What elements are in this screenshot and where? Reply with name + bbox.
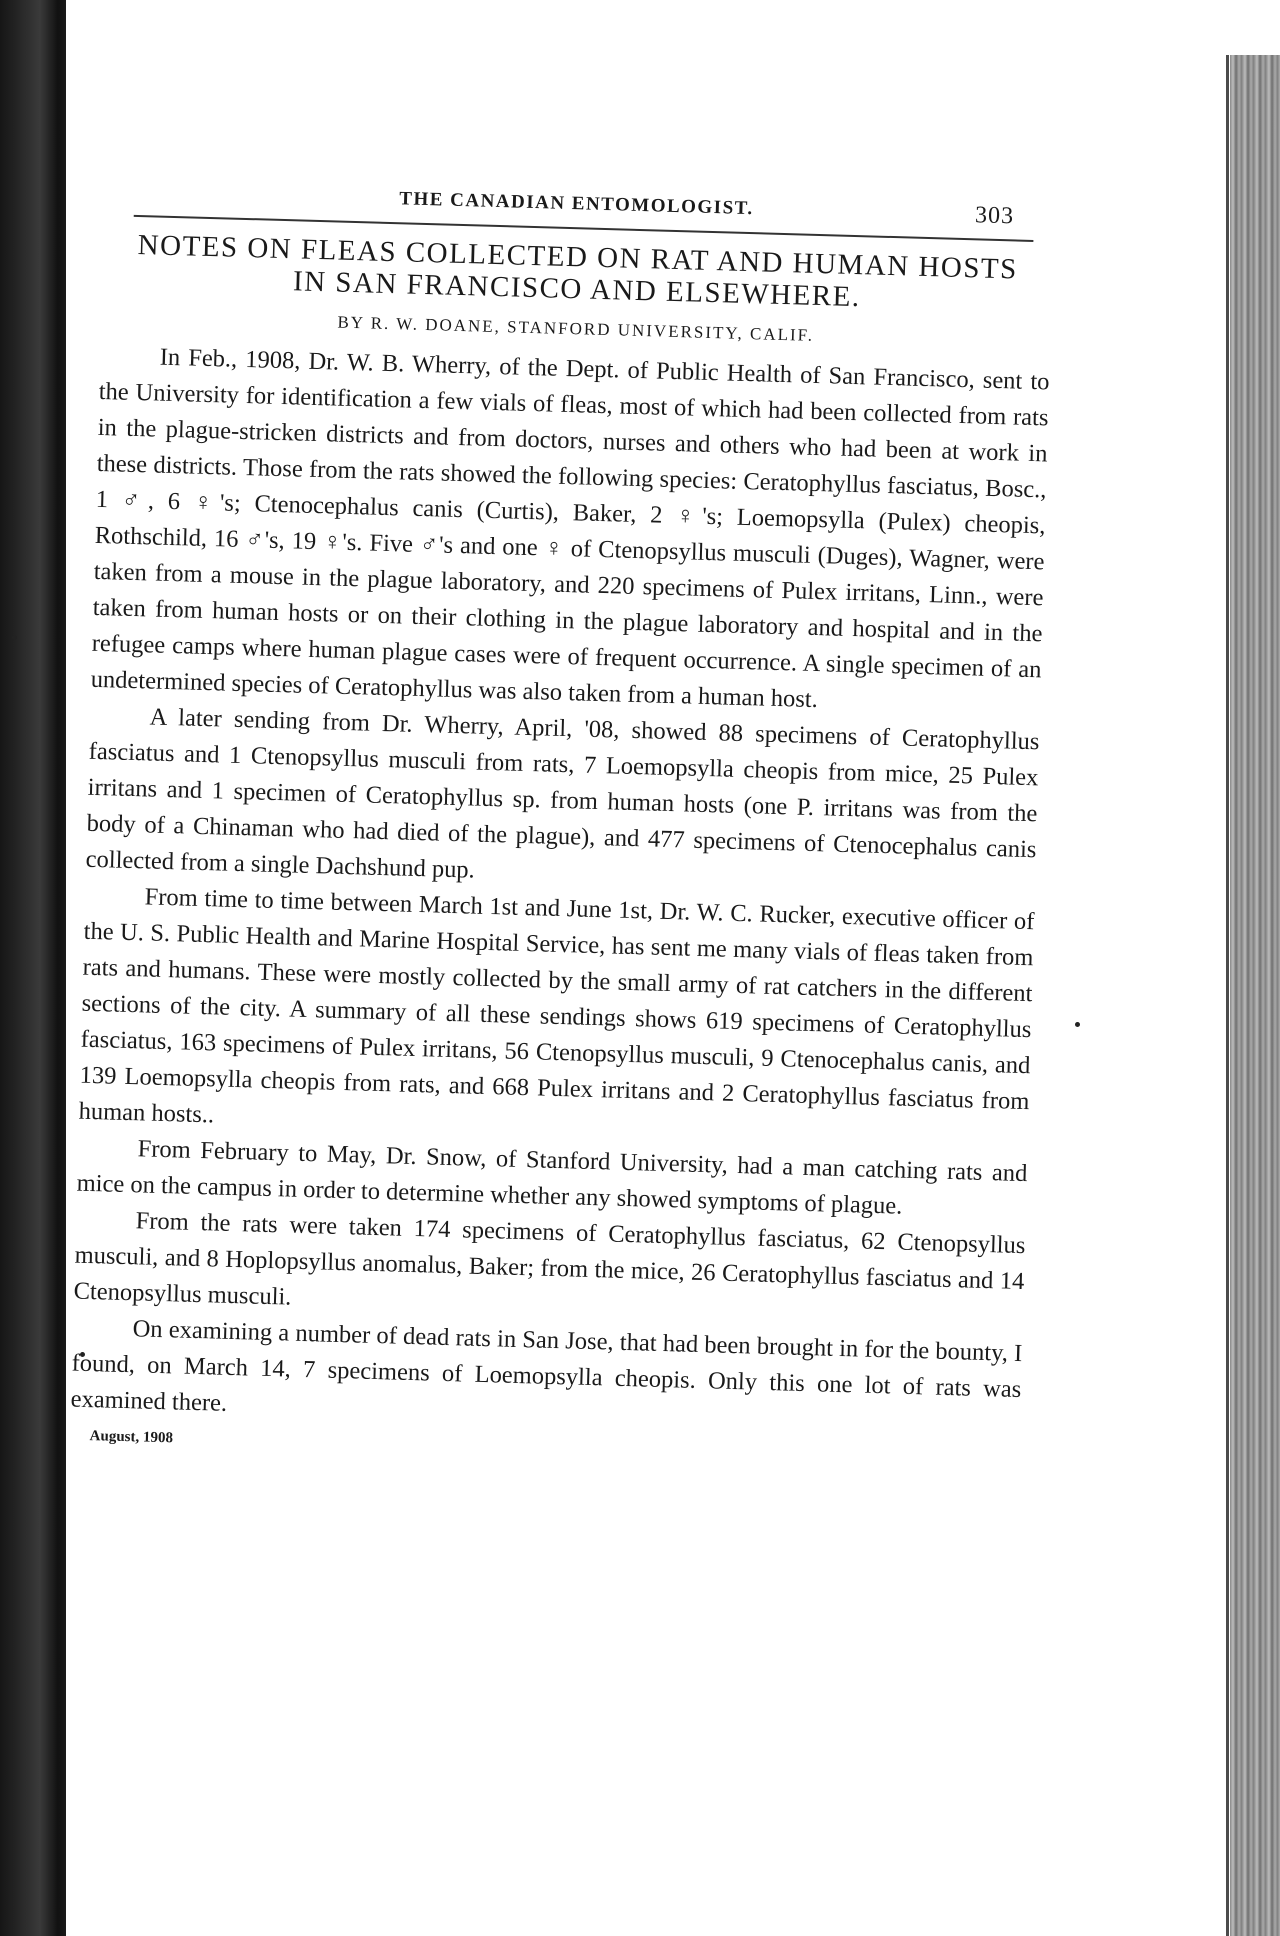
byline: BY R. W. DOANE, STANFORD UNIVERSITY, CALIF. [337, 312, 815, 345]
paragraph-4: From February to May, Dr. Snow, of Stanford University, had a man catching rats and mice on the campus in order to determine whether any showed symptoms of plague. [76, 1135, 1028, 1220]
article-title: NOTES ON FLEAS COLLECTED ON RAT AND HUMAN HOSTS IN SAN FRANCISCO AND ELSEWHERE. [137, 228, 1019, 314]
page-stack-edge [1230, 55, 1280, 1936]
speck-mark [12, 635, 17, 640]
page-edge-line [1226, 55, 1229, 1936]
paragraph-5: From the rats were taken 174 specimens of Ceratophyllus fasciatus, 62 Ctenopsyllus musculi, and 8 Hoplopsyllus anomalus, Baker; from the mice, 26 Ceratophyllus fasciatus and 14 Ctenopsyllus musculi. [73, 1207, 1026, 1311]
journal-title: THE CANADIAN ENTOMOLOGIST. [399, 188, 754, 220]
issue-date: August, 1908 [89, 1428, 174, 1447]
book-spine-shadow [0, 0, 66, 1936]
paragraph-6: On examining a number of dead rats in San Jose, that had been brought in for the bounty, I found, on March 14, 7 specimens of Loemopsylla cheopis. Only this one lot of rats was examined there. [70, 1315, 1023, 1417]
speck-mark [1075, 1022, 1080, 1027]
paragraph-1: In Feb., 1908, Dr. W. B. Wherry, of the Dept. of Public Health of San Francisco, sent to the University for identification a few vials of fleas, most of which had been collected from rats in the plague-stricken districts and from doctors, nurses and others who had been at work in these districts. Those from the rats showed the following species: Ceratophyllus fasciatus, Bosc., 1 ♂, 6 ♀'s; Ctenocephalus canis (Curtis), Baker, 2 ♀'s; Loemopsylla (Pulex) cheopis, Rothschild, 16 ♂'s, 19 ♀'s. Five ♂'s and one ♀ of Ctenopsyllus musculi (Duges), Wagner, were taken from a mouse in the plague laboratory, and 220 specimens of Pulex irritans, Linn., were taken from human hosts or on their clothing in the plague laboratory and hospital and in the refugee camps where human plague cases were of frequent occurrence. A single specimen of an undetermined species of Ceratophyllus was also taken from a human host. [90, 343, 1050, 714]
paragraph-3: From time to time between March 1st and June 1st, Dr. W. C. Rucker, executive officer of the U. S. Public Health and Marine Hospital Service, has sent me many vials of fleas taken from rats and humans. These were mostly collected by the small army of rat catchers in the different sections of the city. A summary of all these sendings shows 619 specimens of Ceratophyllus fasciatus, 163 specimens of Pulex irritans, 56 Ctenopsyllus musculi, 9 Ctenocephalus canis, and 139 Loemopsylla cheopis from rats, and 668 Pulex irritans and 2 Ceratophyllus fasciatus from human hosts.. [78, 883, 1035, 1129]
paragraph-2: A later sending from Dr. Wherry, April, '08, showed 88 specimens of Ceratophyllus fasciatus and 1 Ctenopsyllus musculi from rats, 7 Loemopsylla cheopis from mice, 25 Pulex irritans and 1 specimen of Ceratophyllus sp. from human hosts (one P. irritans was from the body of a Chinaman who had died of the plague), and 477 specimens of Ctenocephalus canis collected from a single Dachshund pup. [85, 703, 1040, 884]
article-body [69, 170, 1054, 1471]
page-number: 303 [974, 202, 1015, 230]
